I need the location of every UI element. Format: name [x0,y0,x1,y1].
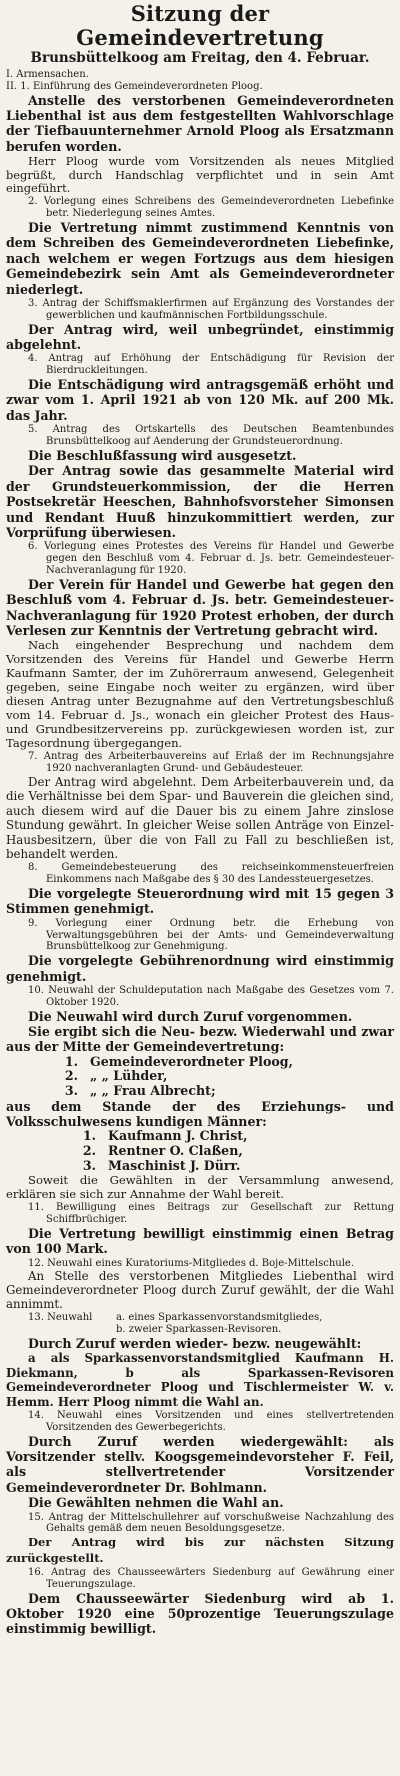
para-7-result: Der Antrag wird abgelehnt. Dem Arbeiterbauverein und, da die Verhältnisse bei dem Spar- und Bauverein die gleichen sind, auch diesem wird auf die Dauer bis zu einem Jahre zinslose Stundung gewährt. In gleicher Weise sollen Anträge von Einzel-Hausbesitzern, über die von Fall zu Fall zu beschließen ist, behandelt werden. [6,774,394,861]
item-4-heading: 4. Antrag auf Erhöhung der Entschädigung für Revision der Bierdruckleitungen. [28,353,394,377]
item-8-heading: 8. Gemeindebesteuerung des reichseinkommensteuerfreien Einkommens nach Maßgabe des § 30 des Landessteuergesetzes. [28,862,394,886]
para-10-result-a: Die Neuwahl wird durch Zuruf vorgenommen. [28,1008,353,1024]
item-5-heading: 5. Antrag des Ortskartells des Deutschen Beamtenbundes Brunsbüttelkoog auf Aenderung der Grundsteuerordnung. [28,424,394,448]
item-12-heading: 12. Neuwahl eines Kuratoriums-Mitgliedes d. Boje-Mittelschule. [28,1257,355,1269]
para-5-result-b: Der Antrag sowie das gesammelte Material wird der Grundsteuerkommission, der die Herren Postsekretär Heeschen, Bahnhofsvorsteher Simonsen und Rendant Huuß hinzukommittiert werden, zur Vorprüfung überwiesen. [6,463,394,540]
para-2-result: Die Vertretung nimmt zustimmend Kenntnis von dem Schreiben des Gemeindeverordneten Liebefinke, nach welchem er wegen Fortzugs aus dem hiesigen Gemeindebezirk sein Amt als Gemeindeverordneter niederlegt. [6,220,394,297]
para-13-result-a: Durch Zuruf werden wieder- bezw. neugewählt: [28,1335,362,1351]
list-item: 1. Gemeindeverordneter Ploog, [64,1053,293,1069]
item-16-heading: 16. Antrag des Chausseewärters Siedenburg auf Gewährung einer Teuerungszulage. [28,1567,394,1590]
para-10-result-b: Sie ergibt sich die Neu- bezw. Wiederwahl und zwar aus der Mitte der Gemeindevertretung: [6,1023,394,1055]
para-14-result-a: Durch Zuruf werden wiedergewählt: als Vorsitzender stellv. Koogsgemeindevorsteher F. Feil, als stellvertretender Vorsitzender Gemeindeverordneter Dr. Bohlmann. [6,1433,394,1495]
para-13-result-b: a als Sparkassenvorstandsmitglied Kaufmann H. Diekmann, b als Sparkassen-Revisoren Gemeindeverordneter Ploog und Tischlermeister W. v. Hemm. Herr Ploog nimmt die Wahl an. [6,1351,394,1409]
para-15-result: Der Antrag wird bis zur nächsten Sitzung zurückgestellt. [6,1535,394,1565]
item-einfuehrung: II. 1. Einführung des Gemeindeverordneten Ploog. [6,80,263,92]
item-14-heading: 14. Neuwahl eines Vorsitzenden und eines stellvertretenden Vorsitzenden des Gewerbegerichts. [28,1409,394,1433]
item-9-heading: 9. Vorlegung einer Ordnung betr. die Erhebung von Verwaltungsgebühren bei der Amts- und Gemeindeverwaltung Brunsbüttelkoog zur Genehmigung. [28,917,394,953]
list-item: 3. „ „ Frau Albrecht; [64,1082,216,1098]
para-ploog-begruesst: Herr Ploog wurde vom Vorsitzenden als neues Mitglied begrüßt, durch Handschlag verpflichtet und in sein Amt eingeführt. [6,154,394,196]
elected-list-b [6,1129,394,1173]
list-item: 2. „ „ Lühder, [64,1068,168,1084]
para-6-result-a: Der Verein für Handel und Gewerbe hat gegen den Beschluß vom 4. Februar d. Js. betr. Gemeindesteuer-Nachveranlagung für 1920 Protest erhoben, der durch Verlesen zur Kenntnis der Vertretung gebracht wird. [6,576,394,638]
para-9-result: Die vorgelegte Gebührenordnung wird einstimmig genehmigt. [6,953,394,984]
para-8-result: Die vorgelegte Steuerordnung wird mit 15 gegen 3 Stimmen genehmigt. [6,885,394,917]
para-3-result: Der Antrag wird, weil unbegründet, einstimmig abgelehnt. [6,321,394,353]
para-10-result-d: Soweit die Gewählten in der Versammlung anwesend, erklären sie sich zur Annahme der Wahl bereit. [6,1173,394,1202]
item-15-heading: 15. Antrag der Mittelschullehrer auf vorschußweise Nachzahlung des Gehalts gemäß dem neuen Besoldungsgesetze. [28,1511,394,1535]
para-11-result: Die Vertretung bewilligt einstimmig einen Betrag von 100 Mark. [6,1225,394,1257]
list-item: 1. Kaufmann J. Christ, [82,1128,248,1144]
article-subtitle: Brunsbüttelkoog am Freitag, den 4. Februar. [30,50,370,66]
item-10-heading: 10. Neuwahl der Schuldeputation nach Maßgabe des Gesetzes vom 7. Oktober 1920. [28,984,394,1008]
para-6-result-b: Nach eingehender Besprechung und nachdem dem Vorsitzenden des Vereins für Handel und Gewerbe Herrn Kaufmann Samter, der im Zuhörerraum anwesend, Gelegenheit gegeben, seine Eingabe noch weiter zu ergänzen, wird über diesen Antrag unter Bezugnahme auf den Vertretungsbeschluß vom 14. Februar d. Js., wonach ein gleicher Protest des Haus- und Grundbesitzervereins pp. zurückgewiesen worden ist, zur Tagesordnung übergegangen. [6,638,394,751]
item-11-heading: 11. Bewilligung eines Beitrags zur Gesellschaft zur Rettung Schiffbrüchiger. [28,1202,394,1225]
item-6-heading: 6. Vorlegung eines Protestes des Vereins für Handel und Gewerbe gegen den Beschluß vom 4. Februar d. Js. betr. Gemeindesteuer-Nachveranlagung für 1920. [28,541,394,576]
item-13-heading: 13. Neuwahl a. eines Sparkassenvorstandsmitgliedes, b. zweier Sparkassen-Revisoren. [28,1312,323,1336]
para-4-result: Die Entschädigung wird antragsgemäß erhöht und zwar vom 1. April 1921 ab von 120 Mk. auf 200 Mk. das Jahr. [6,377,394,423]
para-anstelle: Anstelle des verstorbenen Gemeindeverordneten Liebenthal ist aus dem festgestellten Wahlvorschlage der Tiefbauunternehmer Arnold Ploog als Ersatzmann berufen worden. [6,92,394,154]
item-armensachen: I. Armensachen. [6,69,89,80]
item-7-heading: 7. Antrag des Arbeiterbauvereins auf Erlaß der im Rechnungsjahre 1920 nachveranlagten Grund- und Gebäudesteuer. [28,751,394,775]
para-14-result-b: Die Gewählten nehmen die Wahl an. [28,1495,284,1511]
para-5-result-a: Die Beschlußfassung wird ausgesetzt. [28,447,297,463]
item-2-heading: 2. Vorlegung eines Schreibens des Gemeindeverordneten Liebefinke betr. Niederlegung seines Amtes. [28,196,394,220]
article-title: Sitzung der Gemeindevertretung [76,1,324,50]
para-10-result-c: aus dem Stande der des Erziehungs- und Volksschulwesens kundigen Männer: [6,1098,394,1129]
list-item: 3. Maschinist J. Dürr. [82,1157,241,1173]
list-item: 2. Rentner O. Claßen, [82,1142,243,1158]
para-12-result: An Stelle des verstorbenen Mitgliedes Liebenthal wird Gemeindeverordneter Ploog durch Zuruf gewählt, der die Wahl annimmt. [6,1269,394,1312]
elected-list-a [6,1055,394,1099]
para-16-result: Dem Chausseewärter Siedenburg wird ab 1. Oktober 1920 eine 50prozentige Teuerungszulage einstimmig bewilligt. [6,1590,394,1637]
item-3-heading: 3. Antrag der Schiffsmaklerfirmen auf Ergänzung des Vorstandes der gewerblichen und kaufmännischen Fortbildungsschule. [28,298,394,321]
